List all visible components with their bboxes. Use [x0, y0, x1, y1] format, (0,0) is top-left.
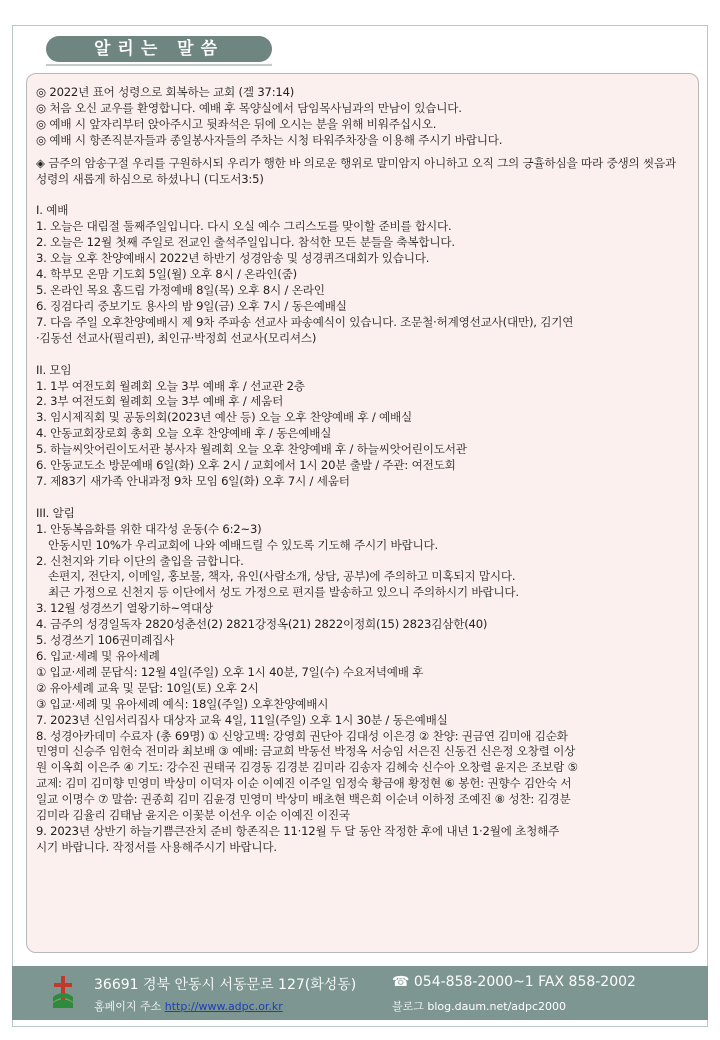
- announce-item: 안동시민 10%가 우리교회에 나와 예배드릴 수 있도록 기도해 주시기 바랍니다.: [48, 537, 439, 552]
- festival-line: 9. 2023년 상반기 하늘기쁨큰잔치 준비 항존직은 11·12월 두 달 동안 작정한 후에 내년 1·2월에 초청해주: [36, 823, 560, 838]
- meeting-item: 3. 임시제직회 및 공동의회(2023년 예산 등) 오늘 오후 찬양예배 후 / 예배실: [36, 410, 413, 425]
- worship-item: 6. 징검다리 중보기도 용사의 밤 9일(금) 오후 7시 / 동은예배실: [36, 298, 347, 313]
- announce-item: 7. 2023년 신임서리집사 대상자 교육 4일, 11일(주일) 오후 1시 30분 / 동은예배실: [36, 712, 448, 727]
- footer-homepage: [94, 998, 283, 1014]
- intro-line: ◎ 예배 시 항존직분자들과 종일봉사자들의 주차는 시청 타워주차장을 이용해 주시기 바랍니다.: [36, 132, 503, 147]
- announce-item: 3. 12월 성경쓰기 열왕기하~역대상: [36, 601, 213, 616]
- footer-blog[interactable]: 블로그 blog.daum.net/adpc2000: [392, 1000, 567, 1013]
- intro-line: ◎ 예배 시 앞자리부터 앉아주시고 뒷좌석은 뒤에 오시는 분을 위해 비워주십시오.: [36, 116, 437, 131]
- intro-line: ◎ 처음 오신 교우를 환영합니다. 예배 후 목양실에서 담임목사님과의 만남이 있습니다.: [36, 100, 462, 115]
- homepage-label: 홈페이지 주소: [94, 1000, 162, 1013]
- announce-item: 5. 성경쓰기 106권미례집사: [36, 633, 175, 648]
- announce-item: ③ 입교·세례 및 유아세례 예식: 18일(주일) 오후찬양예배시: [36, 696, 329, 711]
- title-underline: [46, 64, 272, 66]
- graduates-line: 교제: 김미 김미향 민영미 박상미 이덕자 이순 이예진 이주일 임정숙 황금애 황정현 ⑥ 봉헌: 권향수 김안숙 서: [36, 776, 572, 791]
- memory-verse: ◈ 금주의 암송구절 우리를 구원하시되 우리가 행한 바 의로운 행위로 말미암지 아니하고 오직 그의 긍휼하심을 따라 중생의 씻음과 성령의 새롭게 하심으로 하셨나니 (디도서3:5): [36, 155, 676, 186]
- section-worship-title: I. 예배: [36, 203, 69, 218]
- church-cross-logo-icon: [52, 975, 74, 1009]
- section-title: 알리는 말씀: [46, 36, 272, 62]
- notice-box: [26, 73, 699, 953]
- announce-item: ① 입교·세례 문답식: 12월 4일(주일) 오후 1시 40분, 7일(수) 수요저녁예배 후: [36, 664, 424, 679]
- section-meeting-title: II. 모임: [36, 362, 72, 377]
- announce-item: 6. 입교·세례 및 유아세례: [36, 649, 160, 663]
- graduates-line: 민영미 신승주 임헌숙 전미라 최보배 ③ 예배: 금교희 박동선 박정옥 서승임 서은진 신동건 신은정 오창렬 이상: [36, 744, 576, 759]
- worship-item: 3. 오늘 오후 찬양예배시 2022년 하반기 성경암송 및 성경퀴즈대회가 있습니다.: [36, 251, 430, 266]
- meeting-item: 2. 3부 여전도회 월례회 오늘 3부 예배 후 / 세움터: [36, 394, 284, 409]
- worship-item: 7. 다음 주일 오후찬양예배시 제 9차 주파송 선교사 파송예식이 있습니다. 조문철·허계영선교사(대만), 김기연: [36, 314, 574, 329]
- graduates-line: 김미라 김율리 김태남 윤지은 이꽃분 이선우 이순 이예진 이진국: [36, 808, 350, 823]
- meeting-item: 6. 안동교도소 방문예배 6일(화) 오후 2시 / 교회에서 1시 20분 출발 / 주관: 여전도회: [36, 458, 456, 473]
- worship-item: 4. 학부모 온맘 기도회 5일(월) 오후 8시 / 온라인(줌): [36, 267, 297, 282]
- festival-line: 시기 바랍니다. 작정서를 사용해주시기 바랍니다.: [36, 839, 277, 854]
- homepage-link[interactable]: http://www.adpc.or.kr: [164, 1000, 283, 1013]
- worship-item: ·김동선 선교사(필리핀), 최인규·박정희 선교사(모리셔스): [36, 330, 317, 345]
- section-announce-title: III. 알림: [36, 505, 75, 520]
- footer-address: 36691 경북 안동시 서동문로 127(화성동): [94, 977, 357, 993]
- intro-line: ◎ 2022년 표어 성령으로 회복하는 교회 (겔 37:14): [36, 85, 295, 99]
- meeting-item: 5. 하늘씨앗어린이도서관 봉사자 월례회 오늘 오후 찬양예배 후 / 하늘씨앗어린이도서관: [36, 442, 467, 457]
- announce-item: 최근 가정으로 신천지 등 이단에서 성도 가정으로 편지를 발송하고 있으니 주의하시기 바랍니다.: [48, 585, 519, 600]
- announce-item: ② 유아세례 교육 및 문답: 10일(토) 오후 2시: [36, 680, 259, 695]
- worship-item: 2. 오늘은 12월 첫째 주일로 전교인 출석주일입니다. 참석한 모든 분들을 축복합니다.: [36, 235, 455, 250]
- worship-item: 5. 온라인 목요 홈드림 가정예배 8일(목) 오후 8시 / 온라인: [36, 282, 325, 297]
- announce-item: 1. 안동복음화를 위한 대각성 운동(수 6:2~3): [36, 521, 262, 536]
- announce-item: 손편지, 전단지, 이메일, 홍보물, 책자, 유인(사람소개, 상담, 공부)에 주의하고 미혹되지 맙시다.: [48, 569, 516, 584]
- footer-phone: ☎ 054-858-2000~1 FAX 858-2002: [392, 974, 636, 990]
- graduates-line: 8. 성경아카데미 수료자 (총 69명) ① 신앙고백: 강영희 권단아 김대성 이은경 ② 찬양: 권금연 김미애 김순화: [36, 728, 568, 743]
- meeting-item: 7. 제83기 새가족 안내과정 9차 모임 6일(화) 오후 7시 / 세움터: [36, 473, 350, 488]
- worship-item: 1. 오늘은 대림절 둘째주일입니다. 다시 오실 예수 그리스도를 맞이할 준비를 합시다.: [36, 219, 452, 234]
- meeting-item: 1. 1부 여전도회 월례회 오늘 3부 예배 후 / 선교관 2층: [36, 378, 305, 393]
- graduates-line: 원 이옥희 이은주 ④ 기도: 강수진 권태국 김경동 김경분 김미라 김송자 김혜숙 신수아 오창렬 윤지은 조보람 ⑤: [36, 760, 578, 775]
- announce-item: 2. 신천지와 기타 이단의 출입을 금합니다.: [36, 553, 244, 568]
- announce-item: 4. 금주의 성경일독자 2820성춘선(2) 2821강정옥(21) 2822이정희(15) 2823김삼한(40): [36, 617, 488, 632]
- meeting-item: 4. 안동교회장로회 총회 오늘 오후 찬양예배 후 / 동은예배실: [36, 426, 332, 441]
- graduates-line: 일교 이명수 ⑦ 말씀: 권종희 김미 김윤경 민영미 박상미 배초현 백은희 이순녀 이하정 조예진 ⑧ 성찬: 김경분: [36, 792, 571, 807]
